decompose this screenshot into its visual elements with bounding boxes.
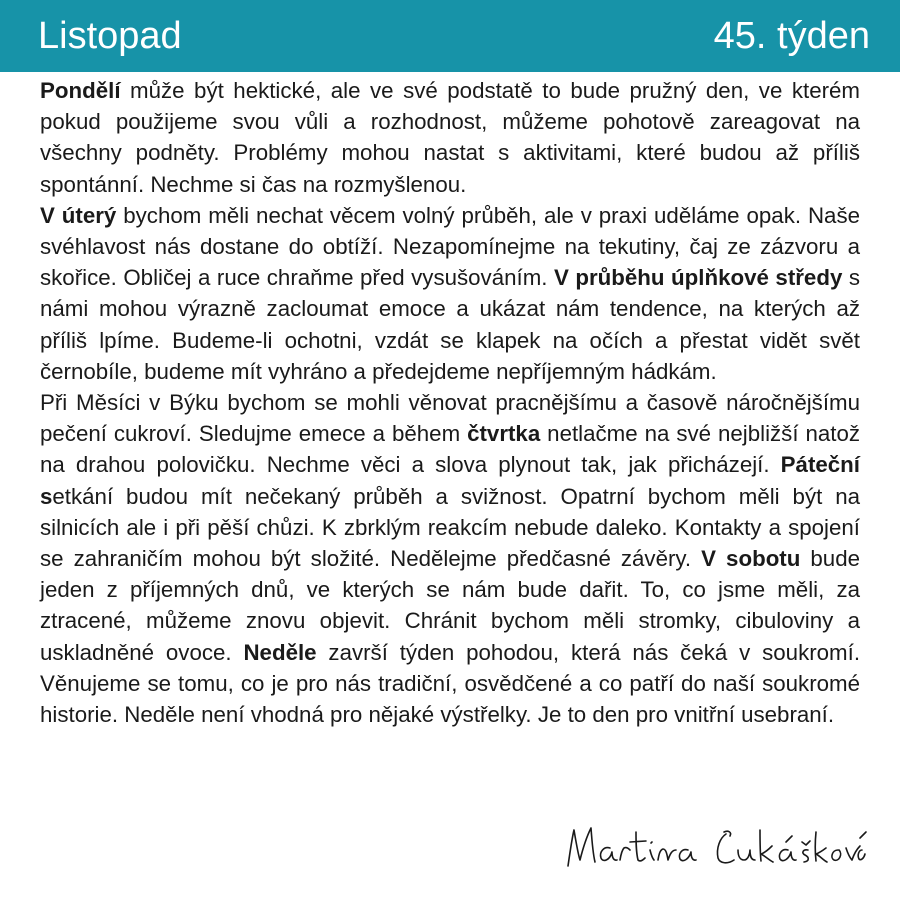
day-wednesday: V průběhu úplňkové středy bbox=[553, 265, 843, 291]
day-sunday: Neděle bbox=[243, 639, 317, 665]
text-segment: završí týden pohodou, která nás čeká v soukromí. Věnujeme se tomu, co je pro nás tradiční, osvědčené a co patří do naší soukromé historie. Neděle není vhodná pro nějaké výstřelky. Je to den pro vnitřní usebraní. bbox=[40, 639, 861, 728]
text-segment: může být hektické, ale ve své podstatě to bude pružný den, ve kterém pokud použijeme svou vůli a rozhodnost, můžeme pohotově zareagovat na všechny podněty. Problémy mohou nastat s aktivitami, které budou až příliš spontánní. Nechme si čas na rozmyšlenou. bbox=[40, 78, 860, 197]
day-monday: Pondělí bbox=[40, 78, 121, 103]
paragraph-tuesday-wednesday bbox=[40, 200, 860, 387]
day-saturday: V sobotu bbox=[701, 546, 801, 572]
paragraph-thursday-sunday bbox=[40, 387, 860, 730]
text-segment: s námi mohou výrazně zacloumat emoce a ukázat nám tendence, na kterých až příliš lpíme. Budeme-li ochotni, vzdát se klapek na očích a přestat vidět svět černobíle, budeme mít vyhráno a předejdeme nepříjemným hádkám. bbox=[40, 265, 861, 384]
week-number: 45. týden bbox=[713, 15, 870, 57]
day-thursday: čtvrtka bbox=[467, 421, 541, 447]
signature-image bbox=[560, 808, 870, 874]
text-segment: Při Měsíci v Býku bychom se mohli věnovat pracnějšímu a časově náročnějšímu pečení cukroví. Sledujme emece a během bbox=[40, 390, 860, 447]
text-segment: bude jeden z příjemných dnů, ve kterých se nám bude dařit. To, co jsme měli, za ztracené, můžeme znovu objevit. Chránit bychom měli stromky, cibuloviny a uskladněné ovoce. bbox=[40, 546, 860, 665]
horoscope-text bbox=[40, 75, 860, 730]
page-header bbox=[0, 0, 900, 72]
day-friday: Páteční s bbox=[40, 452, 860, 509]
paragraph-monday bbox=[40, 75, 860, 200]
text-segment: netlačme na své nejbližší natož na drahou polovičku. Nechme věci a slova plynout tak, jak přicházejí. bbox=[40, 421, 860, 478]
month-title: Listopad bbox=[38, 15, 182, 57]
day-tuesday: V úterý bbox=[40, 202, 117, 228]
text-segment: etkání budou mít nečekaný průběh a svižnost. Opatrní bychom měli být na silnicích ale i při pěší chůzi. K zbrklým reakcím nebude daleko. Kontakty a spojení se zahraničím mohou být složité. Nedělejme předčasné závěry. bbox=[40, 483, 860, 572]
text-segment: bychom měli nechat věcem volný průběh, ale v praxi uděláme opak. Naše svéhlavost nás dostane do obtíží. Nezapomínejme na tekutiny, čaj ze zázvoru a skořice. Obličej a ruce chraňme před vysušováním. bbox=[40, 202, 861, 291]
